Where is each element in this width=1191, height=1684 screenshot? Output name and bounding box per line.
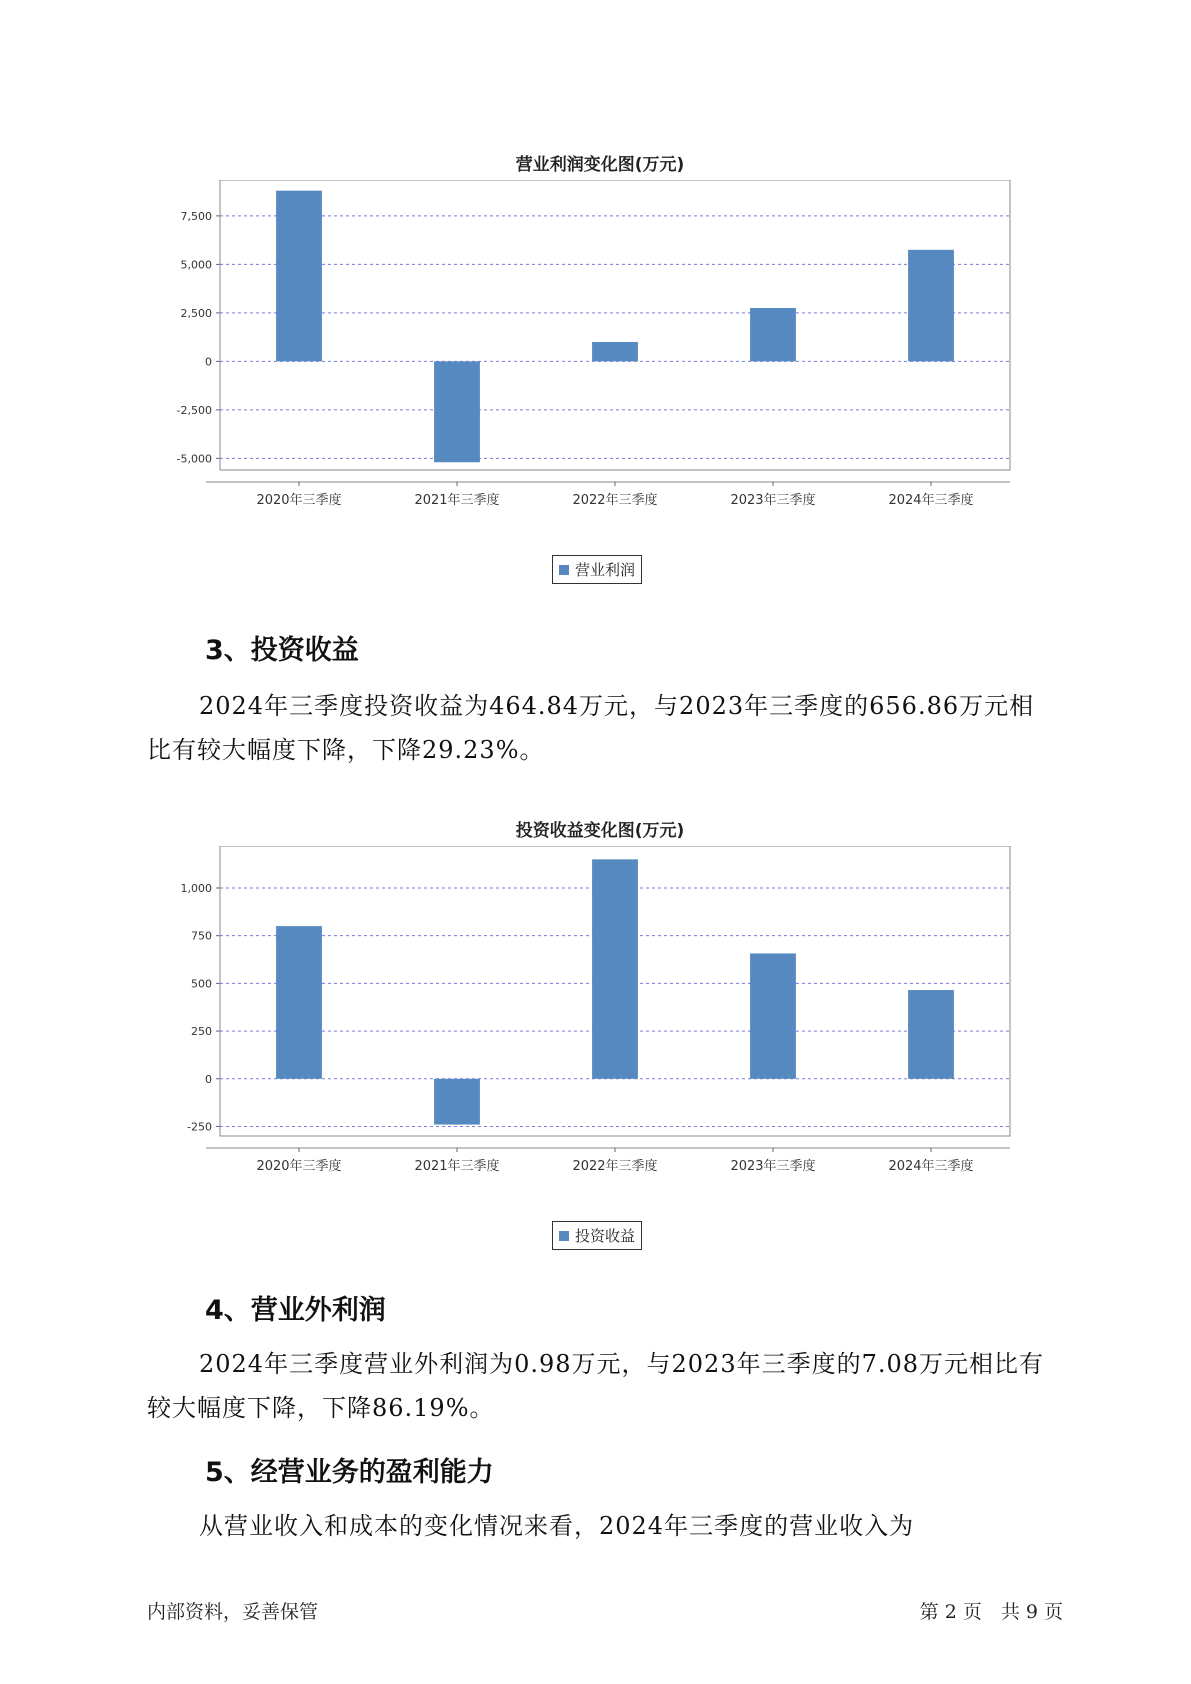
bar bbox=[434, 361, 480, 462]
footer-page-number: 第 2 页 共 9 页 bbox=[919, 1601, 1063, 1623]
y-tick-label: 7,500 bbox=[180, 209, 212, 223]
section-heading: 5、经营业务的盈利能力 bbox=[205, 1457, 494, 1488]
y-tick-label: 2,500 bbox=[180, 306, 212, 320]
footer-left: 内部资料，妥善保管 bbox=[147, 1601, 319, 1623]
chart-title: 营业利润变化图(万元) bbox=[515, 155, 685, 175]
x-tick-label: 2020年三季度 bbox=[256, 493, 342, 508]
legend-label: 营业利润 bbox=[575, 561, 636, 579]
y-tick-label: 0 bbox=[205, 1072, 212, 1086]
bar bbox=[434, 1079, 480, 1125]
section-paragraph: 2024年三季度投资收益为464.84万元，与2023年三季度的656.86万元相比有较大幅度下降，下降29.23%。 bbox=[147, 692, 1035, 764]
investment-income-chart bbox=[150, 806, 1050, 1266]
section-paragraph: 2024年三季度营业外利润为0.98万元，与2023年三季度的7.08万元相比有较大幅度下降，下降86.19%。 bbox=[147, 1350, 1045, 1422]
legend-swatch bbox=[559, 1231, 569, 1241]
chart-legend bbox=[552, 555, 642, 584]
bar bbox=[908, 250, 954, 362]
bar bbox=[592, 859, 638, 1078]
legend-label: 投资收益 bbox=[575, 1227, 636, 1245]
y-tick-label: 500 bbox=[191, 977, 212, 991]
x-tick-label: 2024年三季度 bbox=[888, 1159, 974, 1174]
x-tick-label: 2023年三季度 bbox=[730, 1159, 816, 1174]
bar bbox=[276, 191, 322, 362]
bar bbox=[276, 926, 322, 1079]
y-tick-label: 250 bbox=[191, 1025, 212, 1039]
chart-title: 投资收益变化图(万元) bbox=[515, 821, 685, 841]
chart-canvas bbox=[150, 180, 1050, 580]
y-tick-label: -2,500 bbox=[176, 403, 212, 417]
y-tick-label: 5,000 bbox=[180, 258, 212, 272]
x-tick-label: 2023年三季度 bbox=[730, 493, 816, 508]
y-tick-label: -250 bbox=[187, 1120, 212, 1134]
bar bbox=[750, 953, 796, 1078]
chart-legend bbox=[552, 1221, 642, 1250]
y-tick-label: 750 bbox=[191, 929, 212, 943]
y-tick-label: 1,000 bbox=[180, 881, 212, 895]
bar bbox=[592, 342, 638, 361]
section-paragraph: 从营业收入和成本的变化情况来看，2024年三季度的营业收入为 bbox=[199, 1512, 915, 1540]
x-tick-label: 2022年三季度 bbox=[572, 493, 658, 508]
x-tick-label: 2021年三季度 bbox=[414, 493, 500, 508]
bar bbox=[750, 308, 796, 361]
x-tick-label: 2022年三季度 bbox=[572, 1159, 658, 1174]
x-tick-label: 2021年三季度 bbox=[414, 1159, 500, 1174]
y-tick-label: -5,000 bbox=[176, 452, 212, 466]
section-heading: 4、营业外利润 bbox=[205, 1295, 386, 1326]
x-tick-label: 2020年三季度 bbox=[256, 1159, 342, 1174]
legend-swatch bbox=[559, 565, 569, 575]
section-heading: 3、投资收益 bbox=[205, 635, 359, 666]
x-tick-label: 2024年三季度 bbox=[888, 493, 974, 508]
chart-canvas bbox=[150, 846, 1050, 1246]
operating-profit-chart bbox=[150, 140, 1050, 600]
bar bbox=[908, 990, 954, 1079]
plot-area bbox=[220, 180, 1010, 470]
y-tick-label: 0 bbox=[205, 355, 212, 369]
